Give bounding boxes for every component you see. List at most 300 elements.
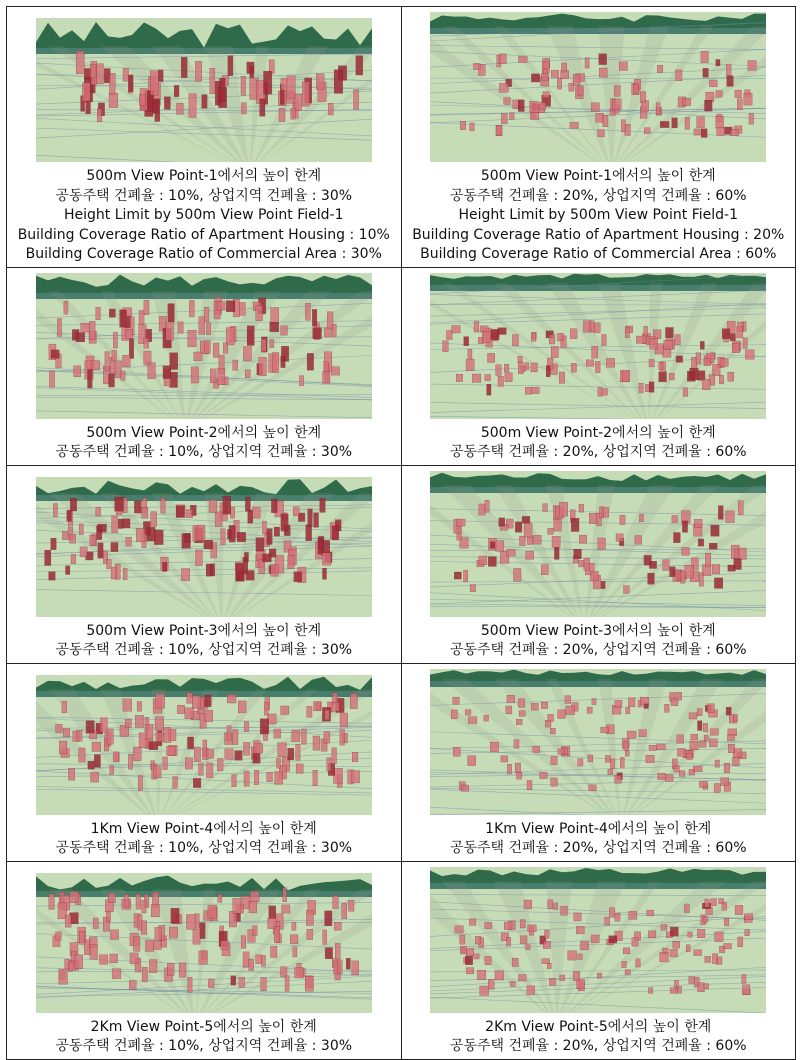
- building-block: [63, 728, 70, 736]
- building-block: [141, 920, 147, 934]
- building-block: [694, 949, 702, 955]
- building-block: [260, 718, 269, 733]
- building-block: [625, 327, 629, 338]
- building-block: [176, 505, 184, 516]
- building-block: [112, 968, 121, 978]
- panel-vp1-high: [401, 7, 796, 268]
- building-block: [287, 76, 295, 99]
- building-block: [733, 757, 740, 766]
- building-block: [243, 742, 249, 755]
- building-block: [244, 552, 248, 561]
- caption-line: 500m View Point-1에서의 높이 한계: [402, 167, 796, 187]
- building-block: [111, 567, 117, 579]
- building-block: [746, 349, 755, 359]
- building-block: [287, 555, 293, 568]
- caption-vp2-high: [402, 423, 796, 465]
- building-block: [571, 363, 576, 372]
- building-block: [697, 708, 702, 715]
- building-block: [150, 511, 156, 526]
- building-block: [735, 549, 739, 560]
- building-block: [154, 765, 161, 777]
- building-block: [676, 70, 682, 81]
- building-block: [220, 528, 225, 544]
- building-block: [657, 744, 666, 750]
- building-block: [225, 748, 233, 759]
- building-block: [272, 352, 278, 372]
- building-block: [246, 570, 254, 580]
- building-block: [146, 724, 153, 739]
- building-block: [460, 935, 465, 944]
- building-block: [705, 100, 713, 111]
- building-block: [561, 71, 569, 79]
- building-block: [313, 736, 320, 750]
- building-block: [91, 360, 99, 369]
- building-block: [169, 927, 178, 938]
- building-block: [571, 518, 579, 531]
- building-block: [144, 338, 149, 348]
- render-vp4-low: [36, 669, 372, 815]
- caption-line: 500m View Point-3에서의 높이 한계: [7, 622, 401, 642]
- building-block: [644, 555, 651, 565]
- building-block: [115, 360, 121, 377]
- building-block: [687, 753, 693, 759]
- building-block: [589, 784, 597, 790]
- building-block: [331, 366, 339, 374]
- building-block: [738, 937, 743, 947]
- building-block: [673, 941, 680, 948]
- building-block: [601, 727, 609, 733]
- building-block: [623, 947, 630, 953]
- building-block: [632, 937, 638, 946]
- building-block: [660, 121, 669, 127]
- building-block: [170, 352, 178, 369]
- building-block: [548, 714, 554, 721]
- building-block: [90, 772, 98, 782]
- building-block: [639, 383, 643, 393]
- building-block: [661, 924, 667, 930]
- building-block: [501, 755, 508, 761]
- building-block: [546, 365, 550, 376]
- building-block: [672, 118, 678, 128]
- building-block: [59, 969, 68, 984]
- building-block: [457, 519, 466, 526]
- building-block: [230, 507, 234, 518]
- building-block: [547, 963, 551, 968]
- building-block: [698, 538, 704, 545]
- building-block: [334, 922, 341, 930]
- building-block: [743, 984, 750, 994]
- building-block: [78, 748, 85, 762]
- building-block: [504, 922, 512, 930]
- building-block: [664, 340, 673, 349]
- building-block: [629, 697, 636, 706]
- caption-line: 공동주택 건폐율 : 20%, 상업지역 건폐율 : 60%: [402, 187, 796, 207]
- building-block: [85, 99, 90, 114]
- building-block: [185, 707, 194, 718]
- building-block: [465, 709, 471, 715]
- building-block: [470, 123, 475, 131]
- building-block: [332, 324, 336, 337]
- building-block: [622, 961, 627, 967]
- sky-strip: [36, 867, 372, 873]
- building-block: [204, 540, 213, 549]
- building-block: [700, 740, 707, 747]
- building-block: [695, 519, 703, 527]
- building-block: [187, 977, 192, 992]
- render-vp3-high: [430, 471, 766, 617]
- building-block: [210, 563, 215, 575]
- building-block: [129, 980, 136, 989]
- building-block: [659, 371, 667, 381]
- building-block: [331, 747, 336, 763]
- building-block: [82, 83, 90, 102]
- building-block: [641, 92, 646, 103]
- building-block: [517, 772, 522, 779]
- building-block: [502, 114, 508, 124]
- building-block: [555, 547, 560, 559]
- building-block: [525, 387, 531, 394]
- building-block: [732, 343, 740, 352]
- building-block: [702, 129, 708, 138]
- building-block: [210, 368, 216, 382]
- building-block: [205, 710, 213, 721]
- caption-vp3-high: [402, 621, 796, 663]
- building-block: [254, 743, 263, 753]
- building-block: [269, 339, 273, 347]
- building-block: [699, 572, 703, 586]
- building-block: [518, 100, 524, 112]
- building-block: [646, 755, 655, 762]
- building-block: [98, 542, 103, 557]
- building-block: [674, 532, 681, 542]
- building-block: [324, 731, 330, 743]
- building-block: [607, 358, 615, 367]
- caption-vp3-low: [7, 621, 401, 663]
- building-block: [551, 346, 558, 357]
- building-block: [340, 713, 348, 727]
- building-block: [659, 362, 663, 370]
- building-block: [294, 967, 303, 978]
- building-block: [89, 321, 95, 340]
- building-block: [125, 719, 131, 727]
- building-block: [466, 956, 473, 965]
- building-block: [70, 498, 76, 511]
- building-block: [587, 707, 592, 713]
- building-block: [467, 967, 475, 973]
- building-block: [164, 727, 171, 742]
- building-block: [88, 761, 94, 769]
- building-block: [499, 54, 506, 64]
- building-block: [94, 754, 100, 767]
- building-block: [121, 370, 125, 379]
- building-block: [290, 108, 295, 119]
- building-block: [613, 99, 622, 110]
- building-block: [141, 900, 146, 913]
- building-block: [698, 720, 703, 730]
- building-block: [715, 760, 720, 767]
- building-block: [624, 741, 629, 750]
- building-block: [244, 771, 249, 786]
- building-block: [55, 724, 62, 733]
- building-block: [487, 384, 491, 395]
- building-block: [602, 334, 607, 345]
- caption-line: 500m View Point-2에서의 높이 한계: [402, 424, 796, 444]
- building-block: [262, 521, 266, 534]
- building-block: [252, 507, 260, 518]
- building-block: [268, 905, 275, 918]
- building-block: [703, 68, 709, 77]
- building-block: [507, 937, 511, 946]
- building-block: [608, 769, 613, 774]
- building-block: [554, 517, 562, 530]
- render-vp1-low: [36, 12, 372, 162]
- building-block: [65, 565, 69, 574]
- building-block: [245, 369, 250, 377]
- building-block: [704, 735, 708, 740]
- building-block: [620, 757, 624, 767]
- building-block: [500, 83, 509, 92]
- building-block: [670, 566, 676, 576]
- building-block: [703, 723, 708, 731]
- building-block: [624, 585, 630, 593]
- building-block: [517, 719, 523, 725]
- building-block: [229, 911, 236, 927]
- building-block: [443, 340, 449, 351]
- building-block: [179, 962, 186, 976]
- panel-vp1-low: [7, 7, 402, 268]
- building-block: [163, 365, 171, 378]
- building-block: [189, 300, 194, 317]
- building-block: [548, 899, 553, 908]
- render-vp2-high: [430, 273, 766, 419]
- building-block: [711, 898, 717, 905]
- building-block: [745, 929, 750, 935]
- building-block: [724, 918, 729, 926]
- building-block: [712, 564, 720, 573]
- render-vp3-low: [36, 471, 372, 617]
- building-block: [150, 71, 158, 95]
- caption-vp4-high: [402, 819, 796, 861]
- building-block: [585, 58, 589, 68]
- building-block: [111, 350, 116, 361]
- building-block: [603, 115, 608, 127]
- building-block: [570, 122, 579, 128]
- building-block: [111, 515, 117, 532]
- building-block: [122, 518, 130, 527]
- building-block: [122, 355, 130, 367]
- building-block: [728, 734, 735, 740]
- building-block: [81, 323, 89, 332]
- building-block: [139, 95, 145, 106]
- building-block: [262, 553, 271, 561]
- building-block: [455, 925, 463, 932]
- building-block: [495, 970, 504, 979]
- building-block: [241, 103, 246, 114]
- building-block: [724, 943, 732, 948]
- building-block: [496, 126, 501, 135]
- building-block: [636, 958, 641, 966]
- building-block: [615, 700, 622, 707]
- building-block: [515, 763, 520, 773]
- caption-line: Height Limit by 500m View Point Field-1: [7, 206, 401, 226]
- building-block: [596, 361, 601, 373]
- building-block: [241, 935, 246, 948]
- building-block: [352, 770, 360, 782]
- building-block: [318, 536, 323, 549]
- building-block: [316, 74, 324, 90]
- building-block: [332, 895, 338, 908]
- building-block: [188, 330, 197, 347]
- building-block: [119, 309, 126, 327]
- building-block: [264, 702, 268, 715]
- building-block: [109, 309, 115, 317]
- building-block: [597, 973, 602, 978]
- building-block: [634, 85, 639, 94]
- building-block: [290, 934, 298, 943]
- building-block: [90, 65, 96, 78]
- building-block: [57, 318, 61, 336]
- building-block: [713, 364, 721, 376]
- building-block: [614, 86, 620, 97]
- building-block: [154, 941, 162, 950]
- building-block: [526, 944, 530, 949]
- building-block: [716, 116, 724, 128]
- building-block: [53, 503, 57, 516]
- building-block: [348, 900, 354, 911]
- caption-line: Building Coverage Ratio of Apartment Housing : 20%: [402, 226, 796, 246]
- building-block: [274, 926, 280, 942]
- building-block: [551, 70, 559, 77]
- building-block: [579, 504, 584, 512]
- building-block: [135, 715, 143, 727]
- building-block: [592, 346, 598, 358]
- building-block: [728, 372, 734, 381]
- building-block: [600, 506, 604, 517]
- building-block: [353, 90, 358, 110]
- building-block: [181, 568, 189, 580]
- building-block: [675, 334, 681, 344]
- building-block: [267, 528, 272, 544]
- building-block: [155, 927, 162, 940]
- building-block: [541, 702, 548, 709]
- building-block: [239, 977, 245, 987]
- building-block: [293, 506, 299, 515]
- building-block: [208, 979, 214, 988]
- building-block: [726, 510, 735, 522]
- building-block: [731, 129, 739, 135]
- building-block: [126, 329, 133, 339]
- building-block: [468, 716, 477, 723]
- building-block: [346, 958, 350, 969]
- building-block: [605, 917, 610, 925]
- building-block: [532, 703, 539, 710]
- caption-vp1-high: [402, 166, 796, 267]
- building-block: [252, 753, 259, 763]
- building-block: [185, 757, 192, 768]
- building-block: [468, 755, 476, 765]
- mountain-foothill: [430, 28, 766, 34]
- building-block: [151, 904, 159, 916]
- render-vp5-high: [430, 867, 766, 1013]
- building-block: [232, 729, 237, 744]
- building-block: [256, 537, 264, 551]
- building-block: [204, 695, 211, 707]
- building-block: [77, 730, 82, 741]
- building-block: [488, 979, 494, 989]
- building-block: [287, 748, 293, 760]
- building-block: [615, 913, 620, 921]
- building-block: [619, 62, 627, 71]
- building-block: [285, 975, 289, 990]
- building-block: [578, 953, 583, 959]
- building-block: [666, 327, 674, 338]
- building-block: [307, 929, 313, 939]
- building-block: [549, 334, 555, 343]
- building-block: [474, 321, 479, 332]
- building-block: [208, 905, 217, 918]
- building-block: [491, 541, 495, 548]
- building-block: [676, 355, 683, 362]
- building-block: [62, 531, 67, 539]
- building-block: [578, 86, 583, 96]
- building-block: [174, 85, 179, 96]
- render-vp2-low: [36, 273, 372, 419]
- building-block: [335, 943, 340, 959]
- building-block: [665, 774, 673, 780]
- building-block: [274, 771, 282, 784]
- building-block: [545, 930, 550, 938]
- building-block: [528, 924, 537, 931]
- building-block: [64, 301, 68, 314]
- building-block: [270, 946, 277, 957]
- building-block: [694, 129, 702, 135]
- building-block: [599, 54, 607, 65]
- building-block: [76, 332, 85, 341]
- building-block: [199, 950, 208, 963]
- sky-strip: [36, 471, 372, 477]
- building-block: [232, 360, 237, 370]
- building-block: [690, 741, 699, 750]
- building-block: [479, 556, 487, 565]
- building-block: [648, 573, 655, 584]
- building-block: [550, 978, 556, 985]
- building-block: [165, 322, 173, 340]
- building-block: [186, 914, 195, 929]
- building-block: [749, 113, 754, 124]
- building-block: [670, 987, 677, 992]
- building-block: [649, 930, 657, 937]
- building-block: [255, 954, 261, 963]
- building-block: [123, 698, 132, 710]
- building-block: [514, 568, 522, 581]
- building-block: [745, 913, 754, 919]
- building-block: [722, 328, 730, 338]
- building-block: [340, 729, 345, 745]
- building-block: [192, 695, 201, 708]
- building-block: [702, 379, 710, 390]
- building-block: [239, 302, 245, 315]
- building-block: [313, 770, 318, 786]
- building-block: [195, 61, 201, 81]
- building-block: [478, 970, 486, 979]
- building-block: [210, 68, 215, 94]
- building-block: [719, 898, 724, 903]
- building-block: [255, 305, 262, 320]
- building-block: [176, 103, 183, 114]
- building-block: [451, 709, 457, 718]
- building-block: [640, 514, 644, 522]
- caption-line: 공동주택 건폐율 : 20%, 상업지역 건폐율 : 60%: [402, 839, 796, 859]
